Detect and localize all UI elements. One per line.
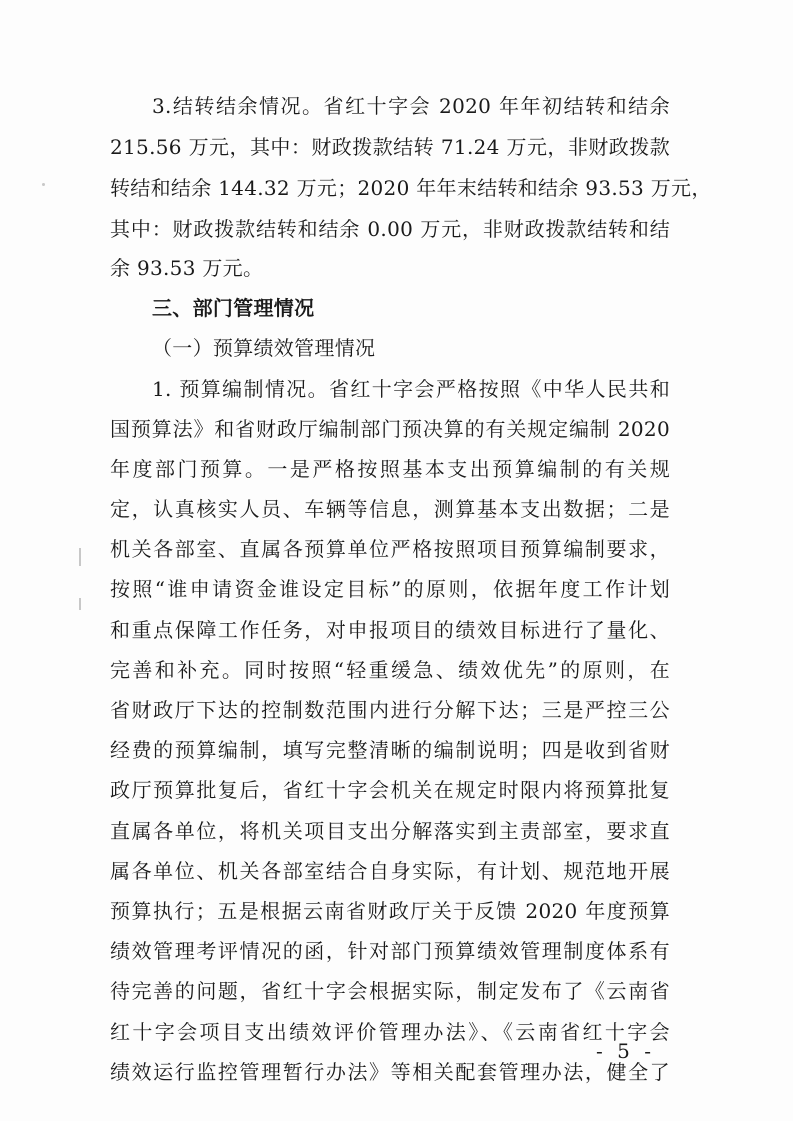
paragraph-line: 余 93.53 万元。	[110, 256, 264, 280]
paragraph-line: 定，认真核实人员、车辆等信息，测算基本支出数据；二是	[110, 497, 670, 521]
paragraph-line: 属各单位、机关各部室结合自身实际，有计划、规范地开展	[110, 859, 670, 883]
paragraph-line: 1. 预算编制情况。省红十字会严格按照《中华人民共和	[152, 377, 670, 401]
paragraph-line: 省财政厅下达的控制数范围内进行分解下达；三是严控三公	[110, 698, 670, 722]
scan-mark	[79, 548, 81, 566]
paragraph-line: 其中：财政拨款结转和结余 0.00 万元，非财政拨款结转和结	[110, 217, 670, 241]
paragraph-line: 国预算法》和省财政厅编制部门预决算的有关规定编制 2020	[110, 417, 670, 441]
paragraph-line: 机关各部室、直属各预算单位严格按照项目预算编制要求，	[110, 537, 670, 561]
paragraph-line: 年度部门预算。一是严格按照基本支出预算编制的有关规	[110, 457, 670, 481]
paragraph-line: 绩效运行监控管理暂行办法》等相关配套管理办法，健全了	[110, 1060, 670, 1084]
paragraph-line: 待完善的问题，省红十字会根据实际，制定发布了《云南省	[110, 979, 670, 1003]
paragraph-line: 直属各单位，将机关项目支出分解落实到主责部室，要求直	[110, 819, 670, 843]
paragraph-line: 3.结转结余情况。省红十字会 2020 年年初结转和结余	[152, 94, 670, 118]
scan-mark	[42, 183, 45, 186]
paragraph-line: 完善和补充。同时按照“轻重缓急、绩效优先”的原则，在	[110, 658, 670, 682]
paragraph-line: 绩效管理考评情况的函，针对部门预算绩效管理制度体系有	[110, 939, 670, 963]
paragraph-line: 和重点保障工作任务，对申报项目的绩效目标进行了量化、	[110, 618, 670, 642]
paragraph-line: 红十字会项目支出绩效评价管理办法》、《云南省红十字会	[110, 1020, 670, 1044]
page-number: - 5 -	[596, 1039, 655, 1063]
paragraph-line: 按照“谁申请资金谁设定目标”的原则，依据年度工作计划	[110, 577, 670, 601]
scan-mark	[79, 598, 81, 610]
section-heading: 三、部门管理情况	[152, 296, 315, 320]
paragraph-line: 预算执行；五是根据云南省财政厅关于反馈 2020 年度预算	[110, 899, 670, 923]
paragraph-line: 政厅预算批复后，省红十字会机关在规定时限内将预算批复	[110, 778, 670, 802]
paragraph-line: 215.56 万元，其中：财政拨款结转 71.24 万元，非财政拨款	[110, 135, 670, 159]
subsection-heading: （一）预算绩效管理情况	[152, 336, 376, 360]
paragraph-line: 经费的预算编制，填写完整清晰的编制说明；四是收到省财	[110, 738, 670, 762]
paragraph-line: 转结和结余 144.32 万元；2020 年年末结转和结余 93.53 万元，	[110, 176, 712, 200]
